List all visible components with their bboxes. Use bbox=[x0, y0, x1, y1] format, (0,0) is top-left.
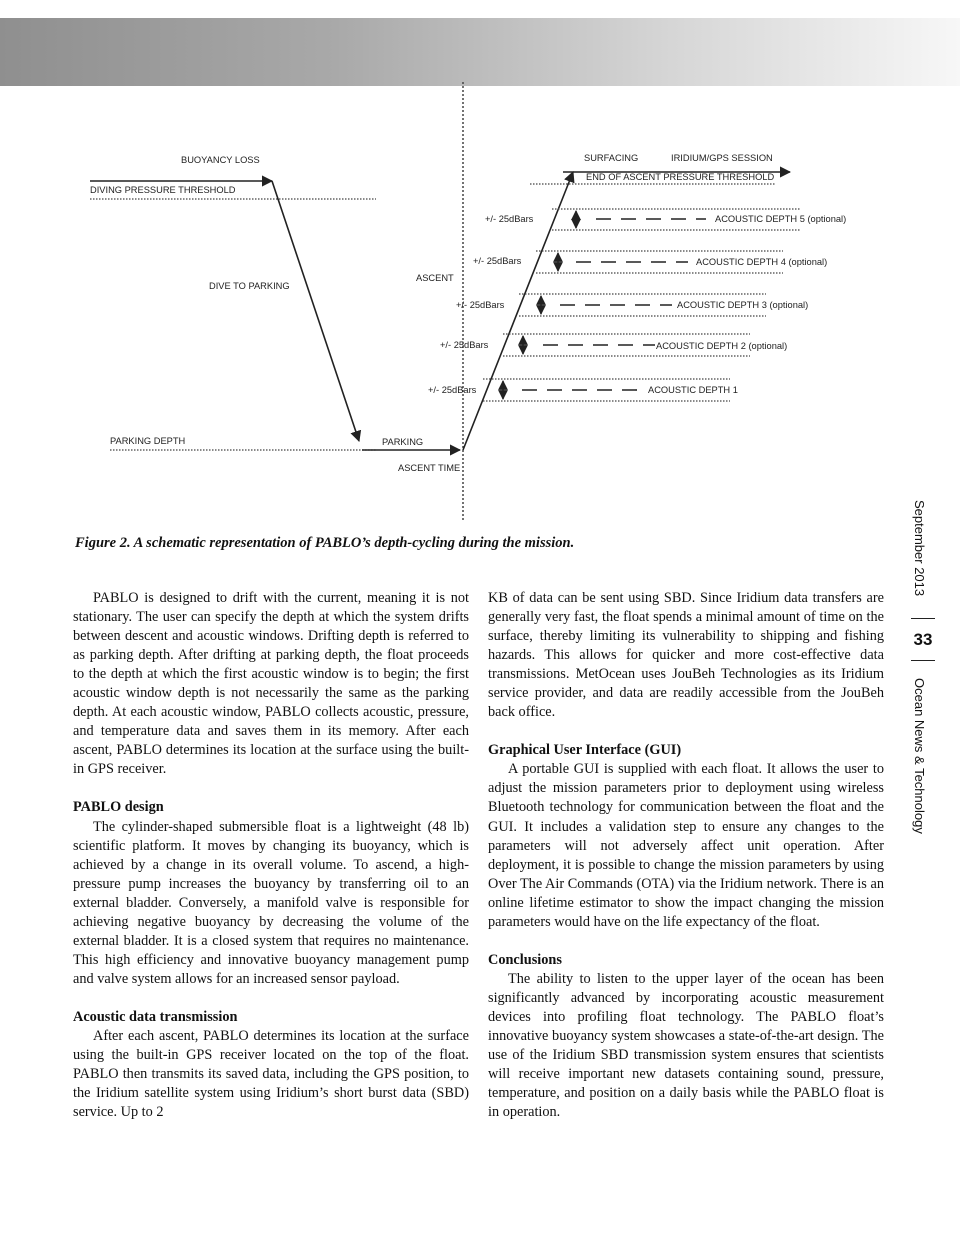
conclusions-paragraph: The ability to listen to the upper layer of the ocean has been significantly advanced by incorporating acoustic measurement devices into profiling float technology. The PABLO float’s innovative buoyancy system showcases a state-of-the-art design. The use of the Iridium SBD transmission system ensures that scientists will receive important new datasets containing sound, pressure, temperature, and position on a daily basis while the PABLO float is in operation. bbox=[488, 970, 884, 1121]
page-sidebar bbox=[905, 500, 935, 850]
diving-threshold-label: DIVING PRESSURE THRESHOLD bbox=[90, 185, 236, 195]
tolerance-label-5: +/- 25dBars bbox=[485, 214, 534, 224]
tolerance-label-3: +/- 25dBars bbox=[456, 300, 505, 310]
acoustic-depth-1-label: ACOUSTIC DEPTH 1 bbox=[648, 385, 738, 395]
issue-date: September 2013 bbox=[912, 500, 927, 597]
tolerance-label-1: +/- 25dBars bbox=[428, 385, 477, 395]
gui-paragraph: A portable GUI is supplied with each float. It allows the user to adjust the mission parameters prior to deployment using wireless Bluetooth technology for communication between the float and the GUI. It includes a validation step to ensure any changes to the parameters will not adversely affect unit operation. After deployment, it is possible to change the mission parameters by using Over The Air Commands (OTA) via the Iridium network. There is an online lifetime estimator to show the impact changing the mission parameters would have on the life expectancy of the float. bbox=[488, 761, 884, 930]
article-column-right bbox=[488, 589, 884, 1122]
conclusions-heading: Conclusions bbox=[488, 951, 562, 968]
depth-cycling-diagram bbox=[0, 80, 960, 530]
acoustic-depth-3-label: ACOUSTIC DEPTH 3 (optional) bbox=[677, 300, 809, 310]
ascent-label: ASCENT bbox=[416, 273, 454, 283]
gui-heading: Graphical User Interface (GUI) bbox=[488, 742, 682, 759]
end-of-ascent-label: END OF ASCENT PRESSURE THRESHOLD bbox=[586, 172, 775, 182]
acoustic-window-3 bbox=[456, 294, 808, 316]
acoustic-depth-4-label: ACOUSTIC DEPTH 4 (optional) bbox=[696, 257, 828, 267]
publication-name: Ocean News & Technology bbox=[912, 678, 927, 834]
acoustic-heading: Acoustic data transmission bbox=[73, 1008, 238, 1025]
ascent-time-label: ASCENT TIME bbox=[398, 463, 461, 473]
article-column-left bbox=[73, 589, 469, 1122]
iridium-gps-label: IRIDIUM/GPS SESSION bbox=[671, 153, 773, 163]
acoustic-window-5 bbox=[485, 209, 846, 230]
intro-paragraph: PABLO is designed to drift with the current, meaning it is not stationary. The user can specify the depth at which the system drifts between descent and acoustic windows. Drifting depth is referred to as parking depth. After drifting at parking depth, the float proceeds to the depth at which the first acoustic window is to begin; the first acoustic window depth is not necessarily the same as the parking depth. At each acoustic window, PABLO collects acoustic, pressure, and temperature data and saves them in its memory. After each ascent, PABLO determines its location at the surface using the built-in GPS receiver. bbox=[73, 590, 469, 778]
figure-caption: Figure 2. A schematic representation of PABLO’s depth-cycling during the mission. bbox=[75, 535, 575, 551]
surfacing-label: SURFACING bbox=[584, 153, 639, 163]
dive-path bbox=[272, 181, 359, 441]
sidebar-divider-top bbox=[911, 618, 935, 619]
buoyancy-loss-label: BUOYANCY LOSS bbox=[181, 155, 260, 165]
acoustic-window-1 bbox=[428, 379, 738, 401]
acoustic-window-4 bbox=[473, 251, 827, 273]
parking-depth-label: PARKING DEPTH bbox=[110, 436, 186, 446]
page-number: 33 bbox=[913, 630, 933, 649]
parking-label: PARKING bbox=[382, 437, 424, 447]
design-heading: PABLO design bbox=[73, 799, 164, 816]
acoustic-paragraph-cont: KB of data can be sent using SBD. Since Iridium data transfers are generally very fast, the float spends a minimal amount of time on the surface, thereby limiting its vulnerability to shipping and fishing hazards. This allows for quicker and more cost-effective data transmissions. MetOcean uses JouBeh Technologies as its Iridium service provider, and data are readily accessible from the JouBeh back office. bbox=[488, 590, 884, 721]
tolerance-label-4: +/- 25dBars bbox=[473, 256, 522, 266]
sidebar-divider-bottom bbox=[911, 660, 935, 661]
dive-to-parking-label: DIVE TO PARKING bbox=[209, 281, 290, 291]
tolerance-label-2: +/- 25dBars bbox=[440, 340, 489, 350]
design-paragraph: The cylinder-shaped submersible float is a lightweight (48 lb) scientific platform. It moves by changing its buoyancy, which is achieved by a change in its overall volume. To ascend, a high-pressure pump increases the buoyancy by transferring oil to an external bladder. Conversely, a manifold valve is responsible for achieving negative buoyancy by decreasing the volume of the external bladder. It is a closed system that requires no maintenance. This high efficiency and innovative buoyancy management pump and valve system allows for an increased sensor payload. bbox=[73, 818, 469, 987]
acoustic-paragraph: After each ascent, PABLO determines its location at the surface using the built-in GPS receiver located on the top of the float. PABLO then transmits its saved data, including the GPS position, to the Iridium satellite system using Iridium’s short burst data (SBD) service. Up to 2 bbox=[73, 1027, 469, 1121]
acoustic-window-2 bbox=[440, 334, 787, 356]
acoustic-depth-2-label: ACOUSTIC DEPTH 2 (optional) bbox=[656, 341, 788, 351]
header-banner bbox=[0, 18, 960, 86]
acoustic-depth-5-label: ACOUSTIC DEPTH 5 (optional) bbox=[715, 214, 847, 224]
